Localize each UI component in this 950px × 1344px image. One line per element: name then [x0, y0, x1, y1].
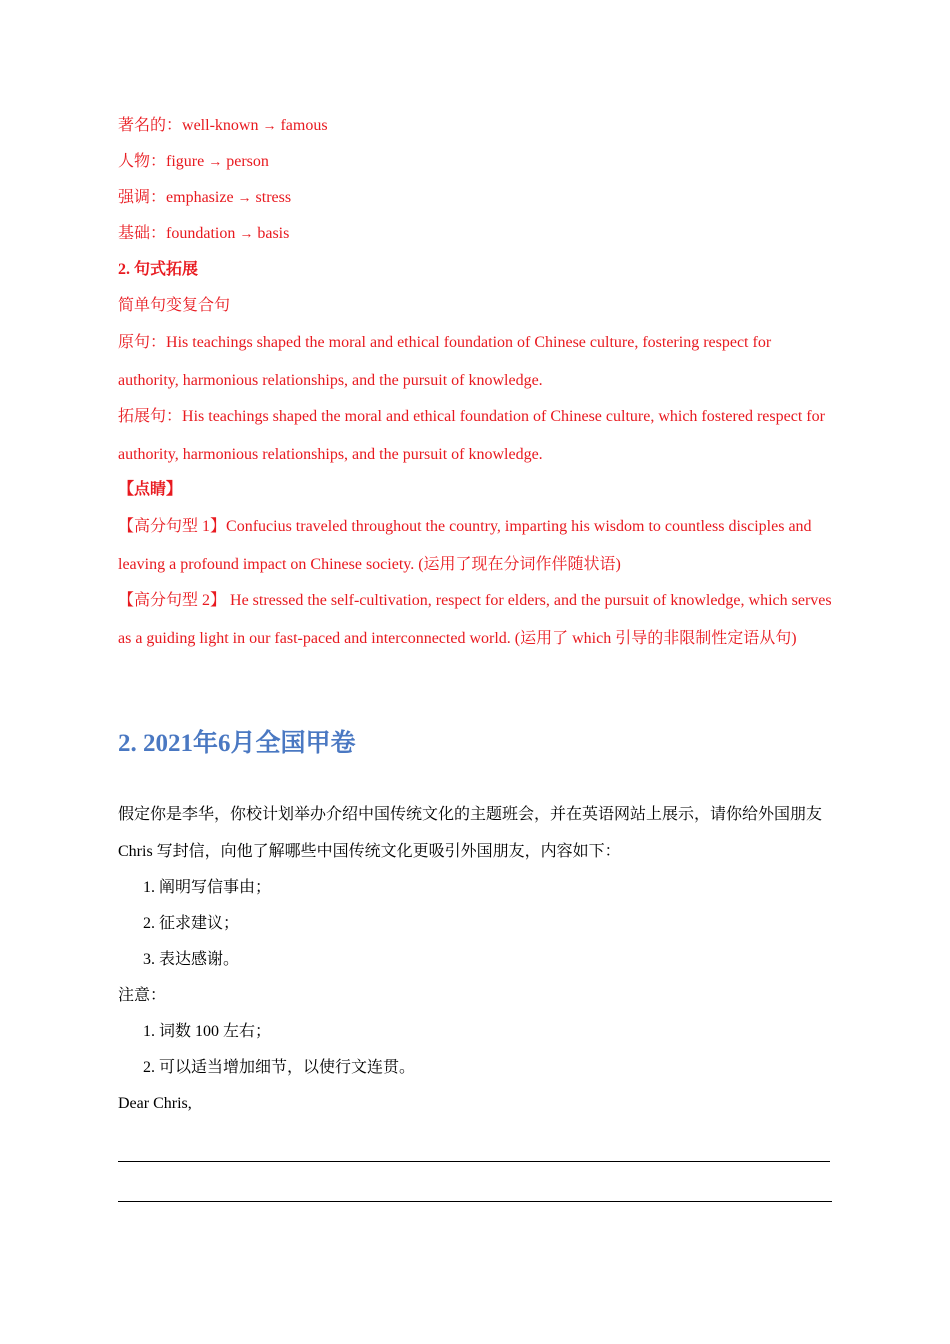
expanded-label: 拓展句：: [118, 408, 183, 425]
highlights-heading: 【点睛】: [118, 481, 183, 498]
original-label: 原句：: [118, 334, 167, 351]
requirement-item: 3. 表达感谢。: [143, 951, 240, 968]
vocab-to: person: [226, 153, 269, 170]
vocab-from: well-known: [182, 117, 259, 134]
vocab-item: [118, 144, 834, 180]
expanded-sentence: [118, 398, 834, 474]
highlight-label: 【高分句型 2】: [118, 592, 227, 609]
section-heading: 2. 句式拓展: [118, 261, 199, 278]
sentence-expansion-section: [118, 252, 834, 658]
vocab-from: foundation: [166, 225, 236, 242]
requirement-item: 2. 征求建议；: [143, 915, 240, 932]
vocab-from: emphasize: [166, 189, 234, 206]
section-2-title: 2. 2021年6月全国甲卷: [118, 730, 356, 757]
notes-label: 注意：: [118, 987, 167, 1004]
vocab-from: figure: [166, 153, 205, 170]
highlight-item: [118, 508, 834, 584]
expanded-text: His teachings shaped the moral and ethical foundation of Chinese culture, which fostered respect for authority, harmonious relationships, and the pursuit of knowledge.: [118, 408, 825, 463]
highlight-item: [118, 582, 834, 658]
vocab-item: [118, 108, 834, 144]
answer-line[interactable]: [118, 1162, 832, 1202]
task-prompt: 假定你是李华，你校计划举办介绍中国传统文化的主题班会，并在英语网站上展示，请你给外国朋友 Chris 写封信，向他了解哪些中国传统文化更吸引外国朋友，内容如下：: [118, 806, 823, 860]
arrow-icon: →: [237, 191, 252, 206]
requirement-item: 1. 阐明写信事由；: [143, 879, 272, 896]
highlight-label: 【高分句型 1】: [118, 518, 227, 535]
vocab-list: [118, 108, 834, 252]
vocab-to: famous: [280, 117, 328, 134]
vocab-item: [118, 216, 834, 252]
original-text: His teachings shaped the moral and ethical foundation of Chinese culture, fostering respect for authority, harmonious relationships, and the pursuit of knowledge.: [118, 334, 772, 389]
original-sentence: [118, 324, 834, 400]
vocab-cn: 基础：: [118, 225, 167, 242]
note-item: 2. 可以适当增加细节，以使行文连贯。: [143, 1059, 416, 1076]
arrow-icon: →: [262, 119, 277, 134]
highlight-text: Confucius traveled throughout the country, imparting his wisdom to countless disciples and leaving a profound impact on Chinese society. (运用了现在分词作伴随状语): [118, 518, 812, 573]
document-page: [118, 108, 834, 1202]
arrow-icon: →: [208, 155, 223, 170]
arrow-icon: →: [239, 227, 254, 242]
vocab-item: [118, 180, 834, 216]
vocab-cn: 人物：: [118, 153, 167, 170]
note-item: 1. 词数 100 左右；: [143, 1023, 272, 1040]
section-subheading: 简单句变复合句: [118, 297, 231, 314]
vocab-cn: 强调：: [118, 189, 167, 206]
highlight-text: He stressed the self-cultivation, respect for elders, and the pursuit of knowledge, which serves as a guiding light in our fast-paced and interconnected world. (运用了 which 引导的非限制性定语从句): [118, 592, 832, 647]
vocab-cn: 著名的：: [118, 117, 183, 134]
letter-salutation: Dear Chris,: [118, 1095, 192, 1112]
vocab-to: stress: [255, 189, 292, 206]
vocab-to: basis: [257, 225, 290, 242]
answer-line[interactable]: [118, 1122, 830, 1162]
